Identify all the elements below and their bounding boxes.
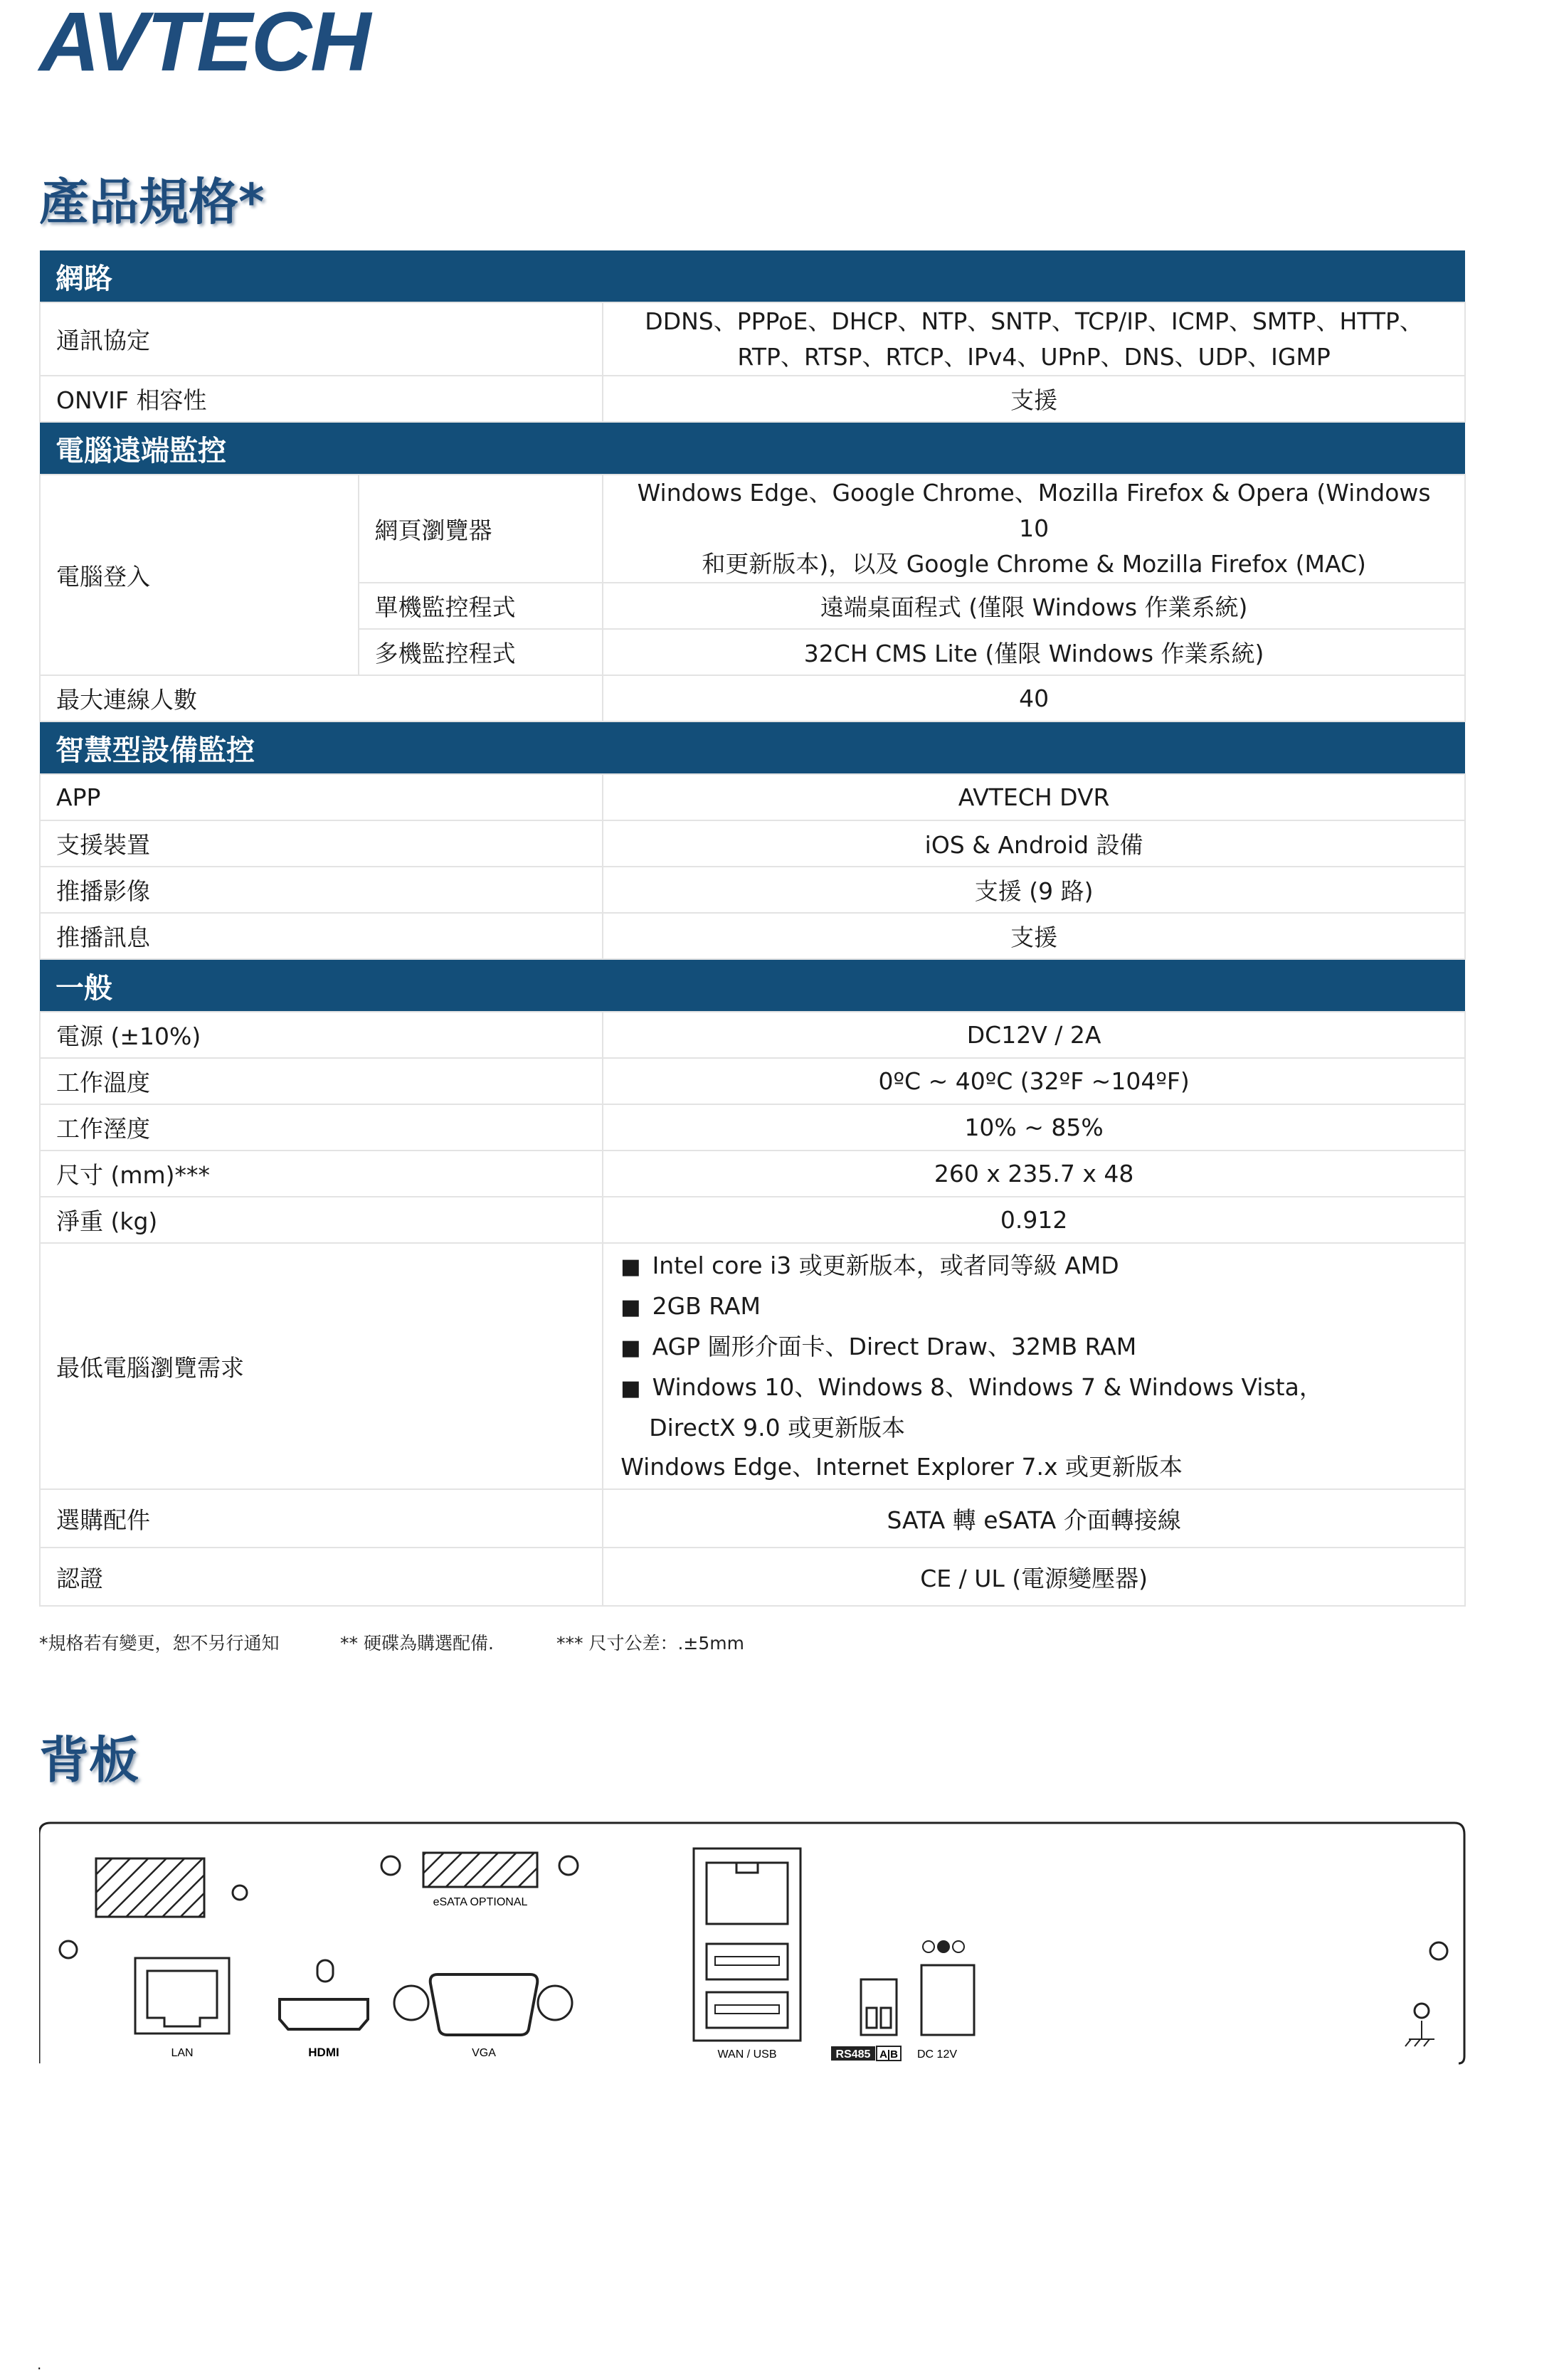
requirements-label: 最低電腦瀏覽需求 bbox=[40, 1243, 603, 1489]
certification-value: CE / UL (電源變壓器) bbox=[603, 1548, 1465, 1606]
ground-screw bbox=[1415, 2004, 1429, 2018]
weight-value: 0.912 bbox=[603, 1197, 1465, 1243]
multi-monitor-value: 32CH CMS Lite (僅限 Windows 作業系統) bbox=[603, 629, 1465, 675]
browser-value: Windows Edge、Google Chrome、Mozilla Firefox & Opera (Windows 10 和更新版本)，以及 Google Chrome & Mozilla Firefox (MAC) bbox=[603, 475, 1465, 583]
push-message-value: 支援 bbox=[603, 913, 1465, 959]
section-network: 網路 bbox=[40, 250, 1465, 302]
dimensions-value: 260 x 235.7 x 48 bbox=[603, 1151, 1465, 1197]
screw-hole bbox=[60, 1941, 77, 1958]
requirement-item: ■ 2GB RAM bbox=[620, 1286, 1449, 1327]
push-message-label: 推播訊息 bbox=[40, 913, 603, 959]
device-label: 支援裝置 bbox=[40, 820, 603, 867]
dimensions-label: 尺寸 (mm)*** bbox=[40, 1151, 603, 1197]
protocol-label: 通訊協定 bbox=[40, 302, 603, 376]
onvif-value: 支援 bbox=[603, 376, 1465, 422]
wan-usb-label: WAN / USB bbox=[717, 2048, 777, 2061]
esata-port bbox=[423, 1853, 537, 1887]
single-monitor-value: 遠端桌面程式 (僅限 Windows 作業系統) bbox=[603, 583, 1465, 629]
vga-label: VGA bbox=[472, 2047, 496, 2059]
dc-jack bbox=[921, 1965, 974, 2035]
rear-panel-title: 背板 bbox=[39, 1731, 139, 1789]
pc-login-label: 電腦登入 bbox=[40, 475, 359, 675]
section-smart: 智慧型設備監控 bbox=[40, 721, 1465, 774]
certification-label: 認證 bbox=[40, 1548, 603, 1606]
footnote-spec-change: *規格若有變更，恕不另行通知 bbox=[39, 1633, 280, 1654]
push-video-label: 推播影像 bbox=[40, 867, 603, 913]
temperature-value: 0ºC ~ 40ºC (32ºF ~104ºF) bbox=[603, 1058, 1465, 1104]
usb-port bbox=[707, 1992, 788, 2028]
max-connections-label: 最大連線人數 bbox=[40, 675, 603, 721]
push-video-value: 支援 (9 路) bbox=[603, 867, 1465, 913]
requirement-item: ■ AGP 圖形介面卡、Direct Draw、32MB RAM bbox=[620, 1327, 1449, 1368]
hdmi-port bbox=[280, 1999, 368, 2029]
section-general: 一般 bbox=[40, 959, 1465, 1012]
usb-port bbox=[707, 1944, 788, 1979]
hdd-vent bbox=[96, 1858, 204, 1917]
accessory-label: 選購配件 bbox=[40, 1489, 603, 1548]
vga-port bbox=[430, 1974, 538, 2035]
humidity-label: 工作溼度 bbox=[40, 1104, 603, 1151]
requirement-item: ■ Intel core i3 或更新版本，或者同等級 AMD bbox=[620, 1246, 1449, 1286]
app-value: AVTECH DVR bbox=[603, 774, 1465, 820]
hdmi-screw bbox=[317, 1960, 333, 1982]
app-label: APP bbox=[40, 774, 603, 820]
rear-panel-diagram bbox=[39, 1821, 1466, 2067]
section-pc-remote: 電腦遠端監控 bbox=[40, 422, 1465, 475]
weight-label: 淨重 (kg) bbox=[40, 1197, 603, 1243]
accessory-value: SATA 轉 eSATA 介面轉接線 bbox=[603, 1489, 1465, 1548]
lan-port bbox=[135, 1958, 229, 2033]
requirement-item: ■ Windows 10、Windows 8、Windows 7 & Windows Vista， bbox=[620, 1368, 1449, 1408]
onvif-label: ONVIF 相容性 bbox=[40, 376, 603, 422]
avtech-logo: AVTECH bbox=[39, 0, 370, 89]
vga-screw bbox=[538, 1986, 572, 2020]
dc-label: DC 12V bbox=[916, 2048, 958, 2061]
multi-monitor-label: 多機監控程式 bbox=[359, 629, 603, 675]
max-connections-value: 40 bbox=[603, 675, 1465, 721]
requirement-continuation: DirectX 9.0 或更新版本 bbox=[649, 1414, 906, 1442]
hdmi-label: HDMI bbox=[308, 2046, 339, 2059]
footnote-hdd: ** 硬碟為購選配備. bbox=[340, 1633, 494, 1654]
footnote-tolerance: *** 尺寸公差：.±5mm bbox=[556, 1633, 744, 1654]
requirements-value bbox=[603, 1243, 1465, 1489]
spec-table bbox=[39, 250, 1466, 1607]
lan-label: LAN bbox=[171, 2047, 194, 2059]
screw-hole bbox=[233, 1886, 247, 1900]
single-monitor-label: 單機監控程式 bbox=[359, 583, 603, 629]
temperature-label: 工作溫度 bbox=[40, 1058, 603, 1104]
requirement-browser: Windows Edge、Internet Explorer 7.x 或更新版本 bbox=[620, 1453, 1183, 1481]
polarity-icon bbox=[923, 1941, 934, 1952]
page-dot: . bbox=[37, 2356, 42, 2373]
screw-hole bbox=[1430, 1942, 1447, 1959]
screw-hole bbox=[381, 1856, 400, 1875]
power-value: DC12V / 2A bbox=[603, 1012, 1465, 1058]
device-value: iOS & Android 設備 bbox=[603, 820, 1465, 867]
protocol-value: DDNS、PPPoE、DHCP、NTP、SNTP、TCP/IP、ICMP、SMTP、HTTP、 RTP、RTSP、RTCP、IPv4、UPnP、DNS、UDP、IGMP bbox=[603, 302, 1465, 376]
rs485-ab-label: A|B bbox=[879, 2048, 898, 2061]
vga-screw bbox=[394, 1986, 428, 2020]
browser-label: 網頁瀏覽器 bbox=[359, 475, 603, 583]
spec-title: 產品規格* bbox=[39, 173, 265, 231]
screw-hole bbox=[559, 1856, 578, 1875]
rs485-label: RS485 bbox=[835, 2048, 871, 2061]
esata-label: eSATA OPTIONAL bbox=[433, 1896, 528, 1908]
humidity-value: 10% ~ 85% bbox=[603, 1104, 1465, 1151]
power-label: 電源 (±10%) bbox=[40, 1012, 603, 1058]
